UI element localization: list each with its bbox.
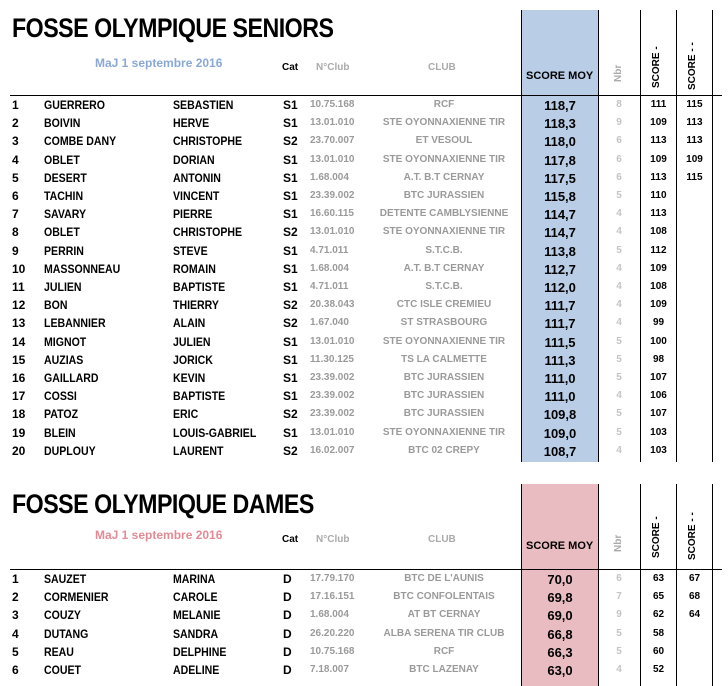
score-1-cell: 113	[650, 171, 667, 183]
rank-cell: 4	[12, 626, 19, 641]
score-1-cell: 108	[650, 281, 667, 292]
header-club-no: N°Club	[316, 534, 350, 545]
score-1-cell: 109	[650, 299, 667, 311]
cat-cell: D	[283, 644, 292, 659]
score-1-cell: 109	[650, 117, 667, 129]
club-number-cell: 23.39.002	[310, 390, 355, 402]
score-2-cell: 115	[686, 171, 703, 183]
nbr-cell: 5	[616, 244, 622, 256]
nbr-cell: 4	[616, 390, 622, 402]
club-number-cell: 1.68.004	[310, 171, 349, 183]
last-name-cell: DUPLOUY	[44, 443, 96, 458]
nbr-cell: 5	[616, 190, 622, 201]
first-name-cell: DELPHINE	[173, 644, 227, 659]
club-name-cell: BTC JURASSIEN	[403, 390, 485, 402]
score-moy-cell: 69,8	[547, 590, 573, 606]
first-name-cell: MELANIE	[173, 608, 221, 623]
last-name-cell: AUZIAS	[44, 352, 84, 367]
last-name-cell: GUERRERO	[44, 98, 106, 112]
table-row	[0, 278, 728, 296]
first-name-cell: ROMAIN	[173, 261, 216, 276]
last-name-cell: JULIEN	[44, 280, 82, 294]
club-name-cell: CTC ISLE CREMIEU	[396, 299, 492, 311]
nbr-cell: 4	[616, 664, 622, 675]
club-number-cell: 1.68.004	[310, 609, 349, 621]
club-number-cell: 16.60.115	[310, 208, 354, 220]
table-row	[0, 96, 728, 114]
rank-cell: 6	[12, 189, 19, 203]
table-row	[0, 387, 728, 405]
club-number-cell: 20.38.043	[310, 299, 355, 311]
first-name-cell: ERIC	[173, 407, 199, 422]
score-1-cell: 103	[650, 426, 667, 438]
last-name-cell: OBLET	[44, 225, 80, 240]
last-name-cell: CORMENIER	[44, 590, 109, 605]
club-number-cell: 23.70.007	[310, 135, 355, 147]
score-moy-cell: 118,0	[544, 134, 576, 150]
header-score-moy: SCORE MOY	[526, 70, 594, 82]
score-moy-cell: 118,7	[544, 98, 576, 113]
nbr-cell: 5	[616, 372, 622, 383]
first-name-cell: CAROLE	[173, 590, 218, 605]
score-moy-cell: 111,5	[544, 334, 576, 350]
first-name-cell: BAPTISTE	[173, 389, 226, 404]
rank-cell: 5	[12, 170, 19, 185]
cat-cell: S1	[283, 334, 298, 349]
header-score-1: SCORE -	[651, 516, 662, 558]
nbr-cell: 5	[616, 627, 622, 639]
cat-cell: S2	[283, 134, 298, 149]
club-name-cell: RCF	[433, 99, 455, 110]
nbr-cell: 4	[616, 208, 622, 220]
club-number-cell: 10.75.168	[310, 645, 355, 657]
rank-cell: 6	[12, 663, 19, 677]
nbr-cell: 4	[616, 299, 622, 311]
club-name-cell: A.T. B.T CERNAY	[403, 262, 485, 274]
nbr-cell: 6	[616, 135, 622, 147]
club-number-cell: 23.39.002	[310, 372, 355, 383]
score-1-cell: 108	[650, 226, 667, 238]
cat-cell: S2	[283, 225, 298, 240]
table-row	[0, 205, 728, 223]
rank-cell: 13	[12, 316, 26, 331]
club-name-cell: STE OYONNAXIENNE TIR	[382, 226, 506, 238]
score-1-cell: 112	[650, 244, 667, 256]
cat-cell: S1	[283, 207, 298, 222]
first-name-cell: JULIEN	[173, 334, 211, 349]
cat-cell: S1	[283, 170, 298, 185]
club-name-cell: STE OYONNAXIENNE TIR	[382, 117, 506, 129]
header-nbr: Nbr	[613, 64, 624, 82]
club-number-cell: 13.01.010	[310, 426, 355, 438]
score-moy-cell: 111,0	[544, 389, 576, 405]
rank-cell: 11	[12, 280, 25, 294]
club-name-cell: BTC JURASSIEN	[403, 408, 485, 420]
score-moy-cell: 115,8	[544, 189, 576, 204]
cat-cell: S2	[283, 316, 298, 331]
club-name-cell: S.T.C.B.	[425, 281, 463, 292]
first-name-cell: ALAIN	[173, 316, 206, 331]
header-score-2: SCORE - -	[687, 42, 698, 90]
score-moy-cell: 66,3	[547, 644, 573, 660]
cat-cell: S1	[283, 152, 298, 167]
rank-cell: 2	[12, 116, 19, 131]
score-moy-cell: 117,5	[544, 170, 576, 186]
score-1-cell: 113	[650, 135, 667, 147]
score-1-cell: 98	[652, 353, 665, 365]
nbr-cell: 5	[616, 353, 622, 365]
last-name-cell: SAVARY	[44, 207, 87, 222]
last-name-cell: PATOZ	[44, 407, 79, 422]
last-name-cell: COMBE DANY	[44, 134, 117, 149]
last-name-cell: MIGNOT	[44, 334, 87, 349]
last-name-cell: BON	[44, 298, 68, 313]
cat-cell: D	[283, 626, 292, 641]
table-row	[0, 606, 728, 624]
last-name-cell: TACHIN	[44, 189, 84, 203]
rank-cell: 1	[12, 98, 19, 112]
club-name-cell: DETENTE CAMBLYSIENNE	[379, 208, 509, 220]
nbr-cell: 4	[616, 262, 622, 274]
score-moy-cell: 63,0	[547, 663, 573, 678]
seniors-update-date: MaJ 1 septembre 2016	[95, 56, 223, 70]
club-name-cell: STE OYONNAXIENNE TIR	[382, 426, 506, 438]
rank-cell: 7	[12, 207, 19, 222]
dames-section	[0, 480, 728, 686]
score-2-cell: 109	[686, 153, 703, 165]
header-score-moy: SCORE MOY	[526, 540, 594, 552]
cat-cell: S1	[283, 116, 298, 131]
rank-cell: 4	[12, 152, 19, 167]
first-name-cell: DORIAN	[173, 152, 215, 167]
rank-cell: 20	[12, 443, 26, 458]
nbr-cell: 8	[616, 99, 622, 110]
cat-cell: S2	[283, 298, 298, 313]
rank-cell: 14	[12, 334, 26, 349]
table-row	[0, 570, 728, 588]
cat-cell: S1	[283, 352, 298, 367]
table-row	[0, 223, 728, 241]
last-name-cell: DESERT	[44, 170, 87, 185]
last-name-cell: GAILLARD	[44, 371, 99, 385]
club-number-cell: 10.75.168	[310, 99, 355, 110]
header-club: CLUB	[428, 62, 456, 73]
rank-cell: 3	[12, 134, 19, 149]
table-row	[0, 588, 728, 606]
cat-cell: S1	[283, 189, 298, 203]
cat-cell: S1	[283, 261, 298, 276]
club-name-cell: BTC LAZENAY	[409, 664, 479, 675]
score-1-cell: 99	[652, 317, 665, 329]
rank-cell: 17	[12, 389, 26, 404]
last-name-cell: COUZY	[44, 608, 81, 623]
club-name-cell: AT BT CERNAY	[407, 609, 481, 621]
dames-update-date: MaJ 1 septembre 2016	[95, 528, 223, 542]
score-1-cell: 103	[650, 444, 667, 456]
table-row	[0, 114, 728, 132]
club-number-cell: 7.18.007	[310, 664, 349, 675]
table-row	[0, 351, 728, 369]
score-moy-cell: 112,0	[544, 280, 576, 295]
rank-cell: 18	[12, 407, 26, 422]
score-1-cell: 111	[650, 99, 667, 110]
header-score-1: SCORE -	[651, 46, 662, 88]
score-1-cell: 106	[650, 390, 667, 402]
club-name-cell: STE OYONNAXIENNE TIR	[382, 335, 506, 347]
last-name-cell: DUTANG	[44, 626, 89, 641]
cat-cell: D	[283, 572, 292, 586]
score-2-cell: 64	[688, 609, 701, 621]
cat-cell: S1	[283, 389, 298, 404]
first-name-cell: PIERRE	[173, 207, 213, 222]
score-1-cell: 60	[652, 645, 665, 657]
club-name-cell: STE OYONNAXIENNE TIR	[382, 153, 506, 165]
last-name-cell: MASSONNEAU	[44, 261, 121, 276]
cat-cell: S2	[283, 407, 298, 422]
club-number-cell: 16.02.007	[310, 444, 355, 456]
score-moy-cell: 111,7	[544, 298, 576, 314]
dames-title: FOSSE OLYMPIQUE DAMES	[12, 489, 314, 519]
score-moy-cell: 109,0	[543, 425, 577, 441]
club-number-cell: 23.39.002	[310, 190, 355, 201]
last-name-cell: SAUZET	[44, 572, 87, 586]
score-1-cell: 62	[652, 609, 665, 621]
first-name-cell: STEVE	[173, 243, 208, 258]
nbr-cell: 6	[616, 573, 622, 584]
club-number-cell: 23.39.002	[310, 408, 355, 420]
first-name-cell: LAURENT	[173, 443, 224, 458]
rank-cell: 1	[12, 572, 19, 586]
table-row	[0, 625, 728, 643]
score-1-cell: 100	[650, 335, 667, 347]
cat-cell: S1	[283, 98, 298, 112]
score-1-cell: 63	[652, 573, 665, 584]
club-number-cell: 1.68.004	[310, 262, 349, 274]
rank-cell: 8	[12, 225, 19, 240]
score-moy-cell: 114,7	[544, 225, 576, 241]
header-cat: Cat	[282, 534, 299, 545]
nbr-cell: 4	[616, 444, 622, 456]
table-row	[0, 169, 728, 187]
first-name-cell: VINCENT	[173, 189, 220, 203]
club-number-cell: 17.79.170	[310, 573, 355, 584]
nbr-cell: 5	[616, 645, 622, 657]
nbr-cell: 5	[616, 408, 622, 420]
first-name-cell: SANDRA	[173, 626, 219, 641]
club-number-cell: 17.16.151	[310, 591, 355, 603]
nbr-cell: 5	[616, 426, 622, 438]
club-name-cell: BTC DE L'AUNIS	[404, 573, 484, 584]
first-name-cell: KEVIN	[173, 371, 206, 385]
nbr-cell: 9	[616, 117, 622, 129]
nbr-cell: 9	[616, 609, 622, 621]
table-row	[0, 132, 728, 150]
cat-cell: S1	[283, 371, 298, 385]
club-name-cell: BTC JURASSIEN	[403, 372, 485, 383]
rank-cell: 19	[12, 425, 26, 440]
seniors-title: FOSSE OLYMPIQUE SENIORS	[12, 13, 334, 43]
table-row	[0, 314, 728, 332]
first-name-cell: ANTONIN	[173, 170, 221, 185]
score-2-cell: 115	[686, 99, 703, 110]
score-2-cell: 67	[688, 573, 701, 584]
cat-cell: D	[283, 608, 292, 623]
header-cat: Cat	[282, 62, 299, 73]
club-name-cell: BTC 02 CREPY	[408, 444, 480, 456]
score-moy-cell: 69,0	[547, 608, 573, 624]
club-name-cell: A.T. B.T CERNAY	[403, 171, 485, 183]
score-moy-cell: 113,8	[544, 243, 576, 259]
table-row	[0, 405, 728, 423]
nbr-cell: 4	[616, 226, 622, 238]
first-name-cell: CHRISTOPHE	[173, 134, 243, 149]
table-row	[0, 424, 728, 442]
score-moy-cell: 111,0	[544, 371, 576, 386]
score-1-cell: 58	[652, 627, 665, 639]
score-1-cell: 109	[650, 153, 667, 165]
cat-cell: S1	[283, 280, 298, 294]
club-number-cell: 13.01.010	[310, 117, 355, 129]
last-name-cell: REAU	[44, 644, 74, 659]
last-name-cell: COUET	[44, 663, 81, 677]
last-name-cell: BLEIN	[44, 425, 76, 440]
first-name-cell: SEBASTIEN	[173, 98, 234, 112]
first-name-cell: BAPTISTE	[173, 280, 226, 294]
score-1-cell: 113	[650, 208, 667, 220]
club-number-cell: 4.71.011	[310, 244, 349, 256]
table-row	[0, 333, 728, 351]
score-moy-cell: 70,0	[547, 572, 573, 587]
rank-cell: 5	[12, 644, 19, 659]
table-row	[0, 643, 728, 661]
club-name-cell: S.T.C.B.	[425, 244, 463, 256]
cat-cell: D	[283, 663, 292, 677]
first-name-cell: CHRISTOPHE	[173, 225, 243, 240]
nbr-cell: 7	[616, 591, 622, 603]
header-club-no: N°Club	[316, 62, 350, 73]
club-name-cell: TS LA CALMETTE	[401, 353, 487, 365]
table-row	[0, 151, 728, 169]
table-row	[0, 242, 728, 260]
club-number-cell: 26.20.220	[310, 627, 355, 639]
rank-cell: 2	[12, 590, 19, 605]
first-name-cell: THIERRY	[173, 298, 219, 313]
score-moy-cell: 111,3	[544, 352, 576, 368]
score-1-cell: 107	[650, 408, 667, 420]
last-name-cell: PERRIN	[44, 243, 84, 258]
club-number-cell: 11.30.125	[310, 353, 354, 365]
nbr-cell: 6	[616, 171, 622, 183]
score-moy-cell: 108,7	[543, 443, 577, 459]
header-score-2: SCORE - -	[687, 512, 698, 560]
table-row	[0, 369, 728, 387]
score-moy-cell: 66,8	[547, 626, 573, 642]
rank-cell: 16	[12, 371, 26, 385]
score-1-cell: 107	[650, 372, 667, 383]
first-name-cell: HERVE	[173, 116, 210, 131]
last-name-cell: BOIVIN	[44, 116, 81, 131]
club-name-cell: ALBA SERENA TIR CLUB	[383, 627, 505, 639]
score-moy-cell: 117,8	[544, 152, 576, 168]
score-moy-cell: 111,7	[544, 316, 576, 332]
table-row	[0, 442, 728, 460]
table-row	[0, 661, 728, 679]
rank-cell: 9	[12, 243, 19, 258]
score-2-cell: 68	[688, 591, 701, 603]
score-1-cell: 52	[652, 664, 665, 675]
score-moy-cell: 112,7	[544, 261, 576, 277]
score-moy-cell: 109,8	[543, 407, 577, 423]
nbr-cell: 6	[616, 153, 622, 165]
club-number-cell: 13.01.010	[310, 335, 355, 347]
nbr-cell: 5	[616, 335, 622, 347]
rank-cell: 10	[12, 261, 26, 276]
club-name-cell: ST STRASBOURG	[400, 317, 488, 329]
last-name-cell: COSSI	[44, 389, 77, 404]
first-name-cell: JORICK	[173, 352, 213, 367]
table-row	[0, 296, 728, 314]
club-name-cell: BTC JURASSIEN	[403, 190, 485, 201]
club-number-cell: 13.01.010	[310, 226, 355, 238]
score-1-cell: 110	[650, 190, 667, 201]
club-name-cell: BTC CONFOLENTAIS	[393, 591, 495, 603]
first-name-cell: ADELINE	[173, 663, 220, 677]
nbr-cell: 4	[616, 317, 622, 329]
last-name-cell: OBLET	[44, 152, 80, 167]
club-name-cell: ET VESOUL	[415, 135, 473, 147]
club-number-cell: 4.71.011	[310, 281, 349, 292]
score-1-cell: 65	[652, 591, 665, 603]
rank-cell: 15	[12, 352, 26, 367]
cat-cell: S1	[283, 243, 298, 258]
header-nbr: Nbr	[613, 534, 624, 552]
score-1-cell: 109	[650, 262, 667, 274]
cat-cell: S2	[283, 443, 298, 458]
cat-cell: D	[283, 590, 292, 605]
rank-cell: 12	[12, 298, 26, 313]
club-name-cell: RCF	[433, 645, 455, 657]
first-name-cell: LOUIS-GABRIEL	[173, 425, 257, 440]
club-number-cell: 1.67.040	[310, 317, 349, 329]
table-row	[0, 260, 728, 278]
last-name-cell: LEBANNIER	[44, 316, 106, 331]
first-name-cell: MARINA	[173, 572, 216, 586]
score-2-cell: 113	[686, 135, 703, 147]
score-2-cell: 113	[686, 117, 703, 129]
score-moy-cell: 114,7	[544, 207, 576, 223]
score-moy-cell: 118,3	[544, 116, 576, 132]
table-row	[0, 187, 728, 205]
rank-cell: 3	[12, 608, 19, 623]
club-number-cell: 13.01.010	[310, 153, 355, 165]
cat-cell: S1	[283, 425, 298, 440]
header-club: CLUB	[428, 534, 456, 545]
nbr-cell: 4	[616, 281, 622, 292]
